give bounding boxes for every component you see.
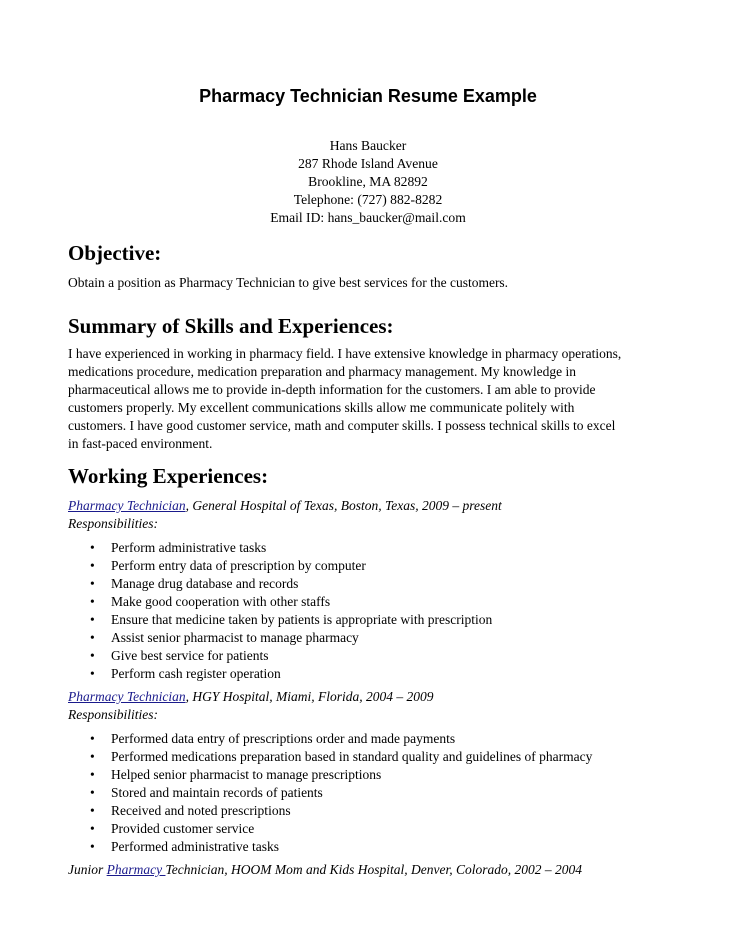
list-item: • Helped senior pharmacist to manage prescriptions	[90, 766, 690, 784]
job-title-link[interactable]: Pharmacy Technician	[68, 498, 186, 513]
list-item: • Stored and maintain records of patients	[90, 784, 690, 802]
list-item: • Received and noted prescriptions	[90, 802, 690, 820]
job-entry	[68, 497, 708, 533]
list-item: • Provided customer service	[90, 820, 690, 838]
job-title-line	[68, 497, 708, 515]
objective-text: Obtain a position as Pharmacy Technician to give best services for the customers.	[68, 275, 509, 290]
list-item: • Perform cash register operation	[90, 665, 690, 683]
responsibilities-list	[90, 730, 690, 856]
contact-telephone: Telephone: (727) 882-8282	[293, 192, 443, 207]
list-item: • Performed administrative tasks	[90, 838, 690, 856]
list-item: • Ensure that medicine taken by patients is appropriate with prescription	[90, 611, 690, 629]
job-title-line	[68, 861, 708, 879]
summary-line: customers. I have good customer service, math and computer skills. I possess technical skills to excel	[68, 418, 616, 433]
summary-line: customers properly. My excellent communications skills allow me communicate politely with	[68, 400, 575, 415]
list-item: • Make good cooperation with other staffs	[90, 593, 690, 611]
list-item: • Assist senior pharmacist to manage pharmacy	[90, 629, 690, 647]
summary-line: I have experienced in working in pharmacy field. I have extensive knowledge in pharmacy operations,	[68, 346, 622, 361]
contact-city: Brookline, MA 82892	[308, 174, 428, 189]
responsibilities-list	[90, 539, 690, 683]
list-item: • Perform entry data of prescription by computer	[90, 557, 690, 575]
list-item: • Performed data entry of prescriptions order and made payments	[90, 730, 690, 748]
job-prefix: Junior	[68, 862, 107, 877]
job-details: , HGY Hospital, Miami, Florida, 2004 – 2009	[185, 689, 434, 704]
list-item: • Manage drug database and records	[90, 575, 690, 593]
job-title-link[interactable]: Pharmacy Technician	[68, 689, 186, 704]
contact-name: Hans Baucker	[329, 138, 407, 153]
experience-heading: Working Experiences:	[68, 464, 269, 488]
job-entry	[68, 861, 708, 879]
objective-heading: Objective:	[68, 241, 162, 265]
job-entry	[68, 688, 708, 724]
summary-line: pharmaceutical allows me to provide in-depth information for the customers. I am able to provide	[68, 382, 596, 397]
summary-text	[68, 345, 688, 453]
responsibilities-label: Responsibilities:	[68, 516, 158, 531]
job-details: Technician, HOOM Mom and Kids Hospital, Denver, Colorado, 2002 – 2004	[165, 862, 582, 877]
summary-heading: Summary of Skills and Experiences:	[68, 314, 394, 338]
summary-line: medications procedure, medication preparation and pharmacy management. My knowledge in	[68, 364, 576, 379]
contact-email: Email ID: hans_baucker@mail.com	[270, 210, 466, 225]
job-details: , General Hospital of Texas, Boston, Texas, 2009 – present	[185, 498, 502, 513]
job-title-line	[68, 688, 708, 706]
list-item: • Perform administrative tasks	[90, 539, 690, 557]
contact-block	[0, 137, 736, 227]
contact-address: 287 Rhode Island Avenue	[298, 156, 438, 171]
document-title: Pharmacy Technician Resume Example	[199, 86, 537, 106]
summary-line: in fast-paced environment.	[68, 436, 213, 451]
list-item: • Performed medications preparation based in standard quality and guidelines of pharmacy	[90, 748, 690, 766]
list-item: • Give best service for patients	[90, 647, 690, 665]
job-title-link[interactable]: Pharmacy	[106, 862, 166, 877]
responsibilities-label: Responsibilities:	[68, 707, 158, 722]
